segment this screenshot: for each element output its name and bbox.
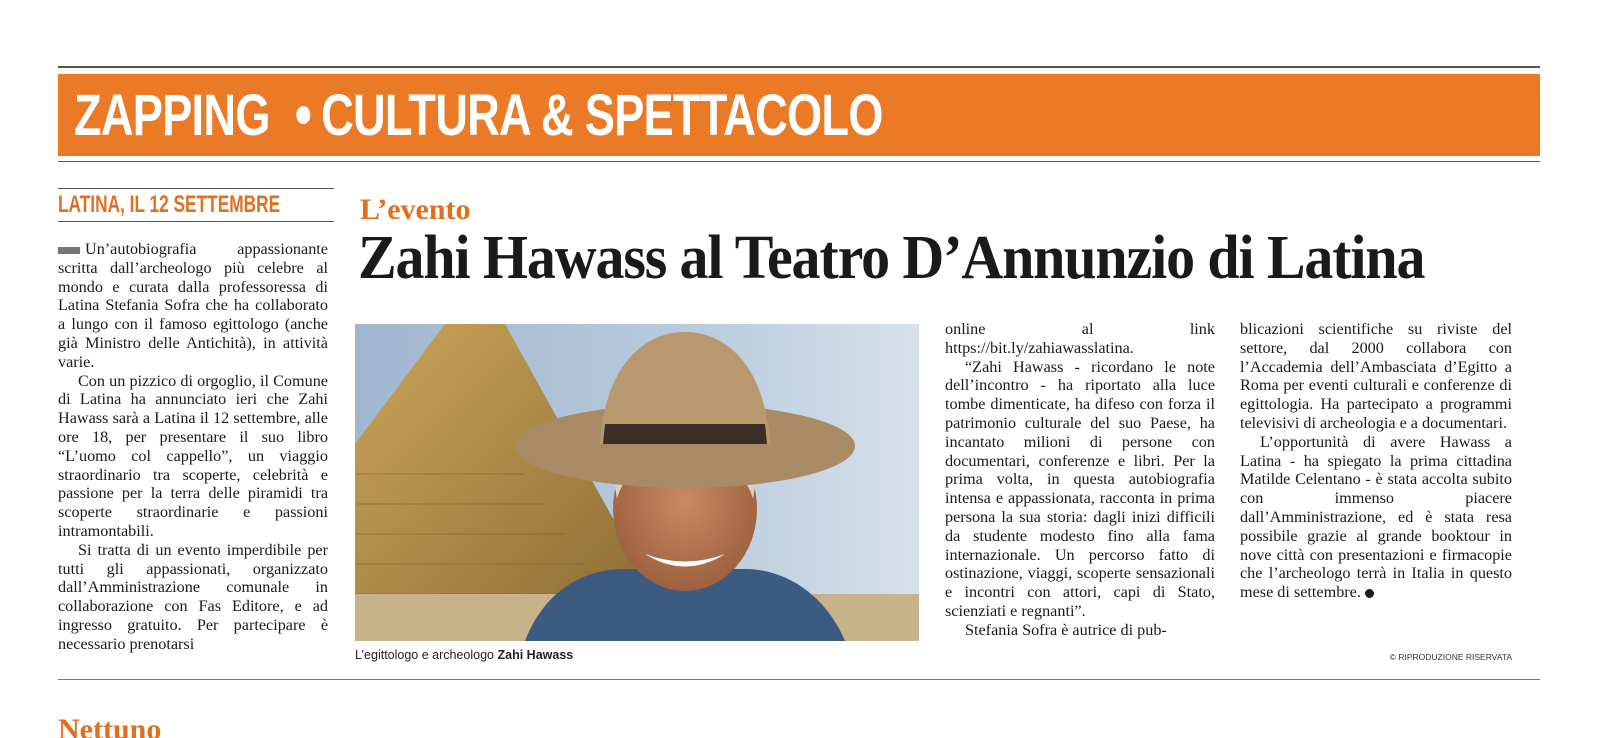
article-column-3 [945,320,1215,640]
end-mark-icon [1365,589,1374,598]
paragraph: Con un pizzico di orgoglio, il Comune di Latina ha annunciato ieri che Zahi Hawass sarà a Latina il 12 settembre, alle ore 18, per presentare il suo libro “L’uomo col cappello”, un viaggio straordinario tra scoperte, celebrità e passione per la terra delle piramidi tra scoperte straordinarie e passioni intramontabili. [58,371,328,540]
article-kicker: L’evento [360,193,471,226]
caption-prefix: L’egittologo e archeologo [355,648,495,662]
paragraph: “Zahi Hawass - ricordano le note dell’incontro - ha riportato alla luce tombe dimenticate, ha difeso con forza il patrimonio culturale del suo Paese, ha incantato milioni di persone con documentari, conferenze e libri. Per la prima volta, in questa autobiografia intensa e appassionata, racconta in prima persona la sua storia: dagli inizi difficili da studente modesto fino alla fama internazionale. Un percorso fatto di ostinazione, viaggi, scoperte sensazionali e incontri con attori, capi di Stato, scienziati e regnanti”. [945,357,1215,620]
next-section-title: Nettuno [58,713,162,738]
paragraph [1240,433,1512,602]
lead-marker-icon [58,247,80,254]
banner-subsection: CULTURA & SPETTACOLO [321,82,883,148]
paragraph: blicazioni scientifiche su riviste del settore, dal 2000 collabora con l’Accademia dell’Ambasciata d’Egitto a Roma per eventi culturali e conferenze di egittologia. Ha partecipato a programmi televisivi di archeologia e a documentari. [1240,320,1512,432]
article-photo [355,324,919,641]
paragraph: Stefania Sofra è autrice di pub- [965,620,1167,639]
photo-caption [355,648,573,662]
article-column-4 [1240,320,1512,602]
paragraph: Si tratta di un evento imperdibile per tutti gli appassionati, organizzato dall’Amministrazione comunale in collaborazione con Fas Editore, e ad ingresso gratuito. Per partecipare è necessario prenotarsi [58,540,328,653]
banner-bottom-rule [58,161,1540,162]
dateline [58,188,334,222]
paragraph [58,240,328,372]
section-banner [58,74,1540,156]
copyright-notice: © RIPRODUZIONE RISERVATA [1389,652,1512,662]
article-column-1 [58,240,328,654]
top-rule [58,66,1540,68]
bottom-rule [58,679,1540,680]
paragraph-text: L’opportunità di avere Hawass a Latina - ha spiegato la prima cittadina Matilde Celentano - è stata accolta subito con immenso piacere dall’Amministrazione, ed è stata resa possibile grazie al grande booktour in nove città con presentazioni e firmacopie che l’archeologo terrà in Italia in questo mese di settembre. [1240,432,1512,602]
article-headline: Zahi Hawass al Teatro D’Annunzio di Latina [358,224,1425,292]
bullet-icon [296,106,310,124]
dateline-text: LATINA, IL 12 SETTEMBRE [58,191,281,218]
banner-text [74,82,883,149]
banner-section: ZAPPING [74,82,270,148]
paragraph-text: Un’autobiografia appassionante scritta dall’archeologo più celebre al mondo e curata dalla professoressa di Latina Stefania Sofra che ha collaborato a lungo con il famoso egittologo (anche già Ministro delle Antichità), in attività varie. [58,240,328,371]
caption-name: Zahi Hawass [497,648,574,662]
hawass-portrait-image [355,324,919,641]
paragraph: online al link https://bit.ly/zahiawasslatina. [945,320,1215,357]
